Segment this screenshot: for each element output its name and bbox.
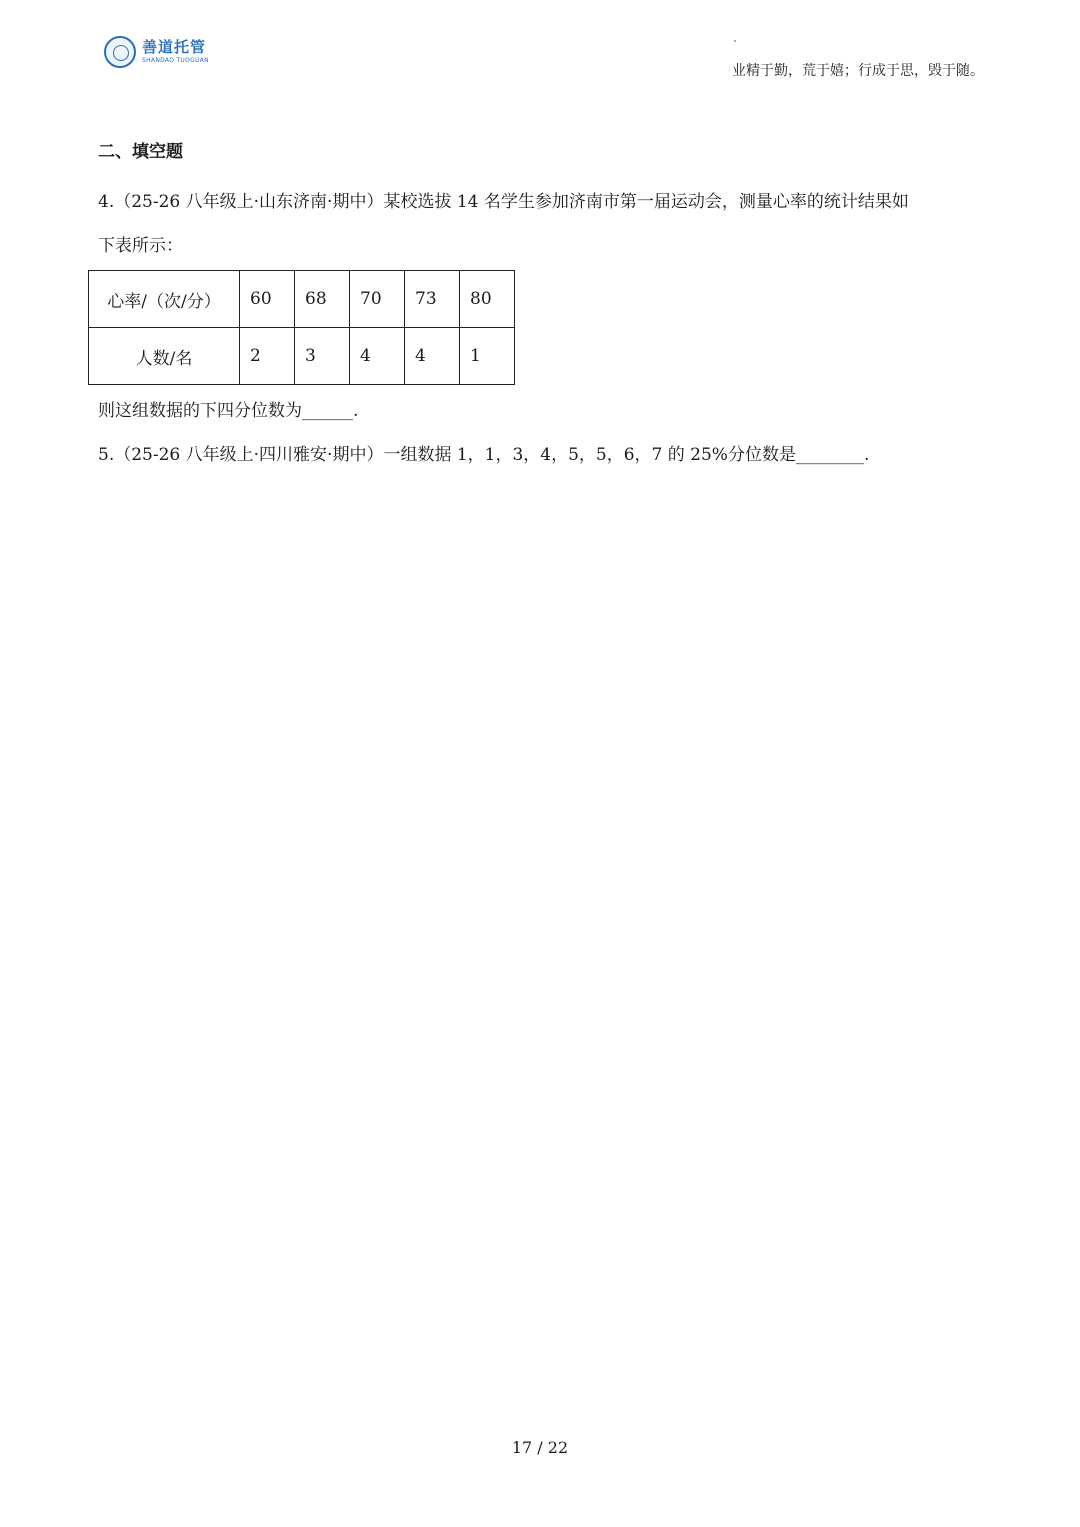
- table-row-header: 心率/（次/分）: [89, 271, 240, 328]
- header-motto: 业精于勤，荒于嬉；行成于思，毁于随。: [732, 63, 984, 79]
- table-cell: 80: [460, 271, 515, 328]
- table-cell: 4: [350, 328, 405, 385]
- question-5-text: 5.（25-26 八年级上·四川雅安·期中）一组数据 1，1，3，4，5，5，6，7 的 25%分位数是________.: [98, 445, 870, 465]
- table-row: [89, 271, 515, 328]
- section-title: 二、填空题: [98, 142, 183, 162]
- table-cell: 3: [295, 328, 350, 385]
- table-cell: 60: [240, 271, 295, 328]
- page-number: 17 / 22: [511, 1438, 569, 1457]
- logo-name-cn: 善道托管: [142, 38, 207, 56]
- heart-rate-table: [88, 270, 515, 385]
- table-row-header: 人数/名: [89, 328, 240, 385]
- logo-seal-icon: [104, 36, 136, 68]
- question-4-text-line1: 4.（25-26 八年级上·山东济南·期中）某校选拔 14 名学生参加济南市第一届运动会，测量心率的统计结果如: [98, 192, 909, 212]
- logo: [104, 36, 209, 68]
- document-body: [98, 136, 988, 477]
- table-cell: 68: [295, 271, 350, 328]
- logo-name-en: SHANDAO TUOGUAN: [142, 57, 209, 64]
- table-cell: 4: [405, 328, 460, 385]
- question-5: [98, 433, 988, 477]
- question-4-text-line2: 下表所示：: [98, 236, 183, 256]
- table-cell: 73: [405, 271, 460, 328]
- table-cell: 70: [350, 271, 405, 328]
- table-row: [89, 328, 515, 385]
- question-4: [98, 180, 988, 433]
- decorative-dot: [734, 40, 736, 42]
- table-cell: 2: [240, 328, 295, 385]
- question-4-answer-line: 则这组数据的下四分位数为______.: [98, 401, 359, 421]
- table-cell: 1: [460, 328, 515, 385]
- page-header: [0, 0, 1080, 100]
